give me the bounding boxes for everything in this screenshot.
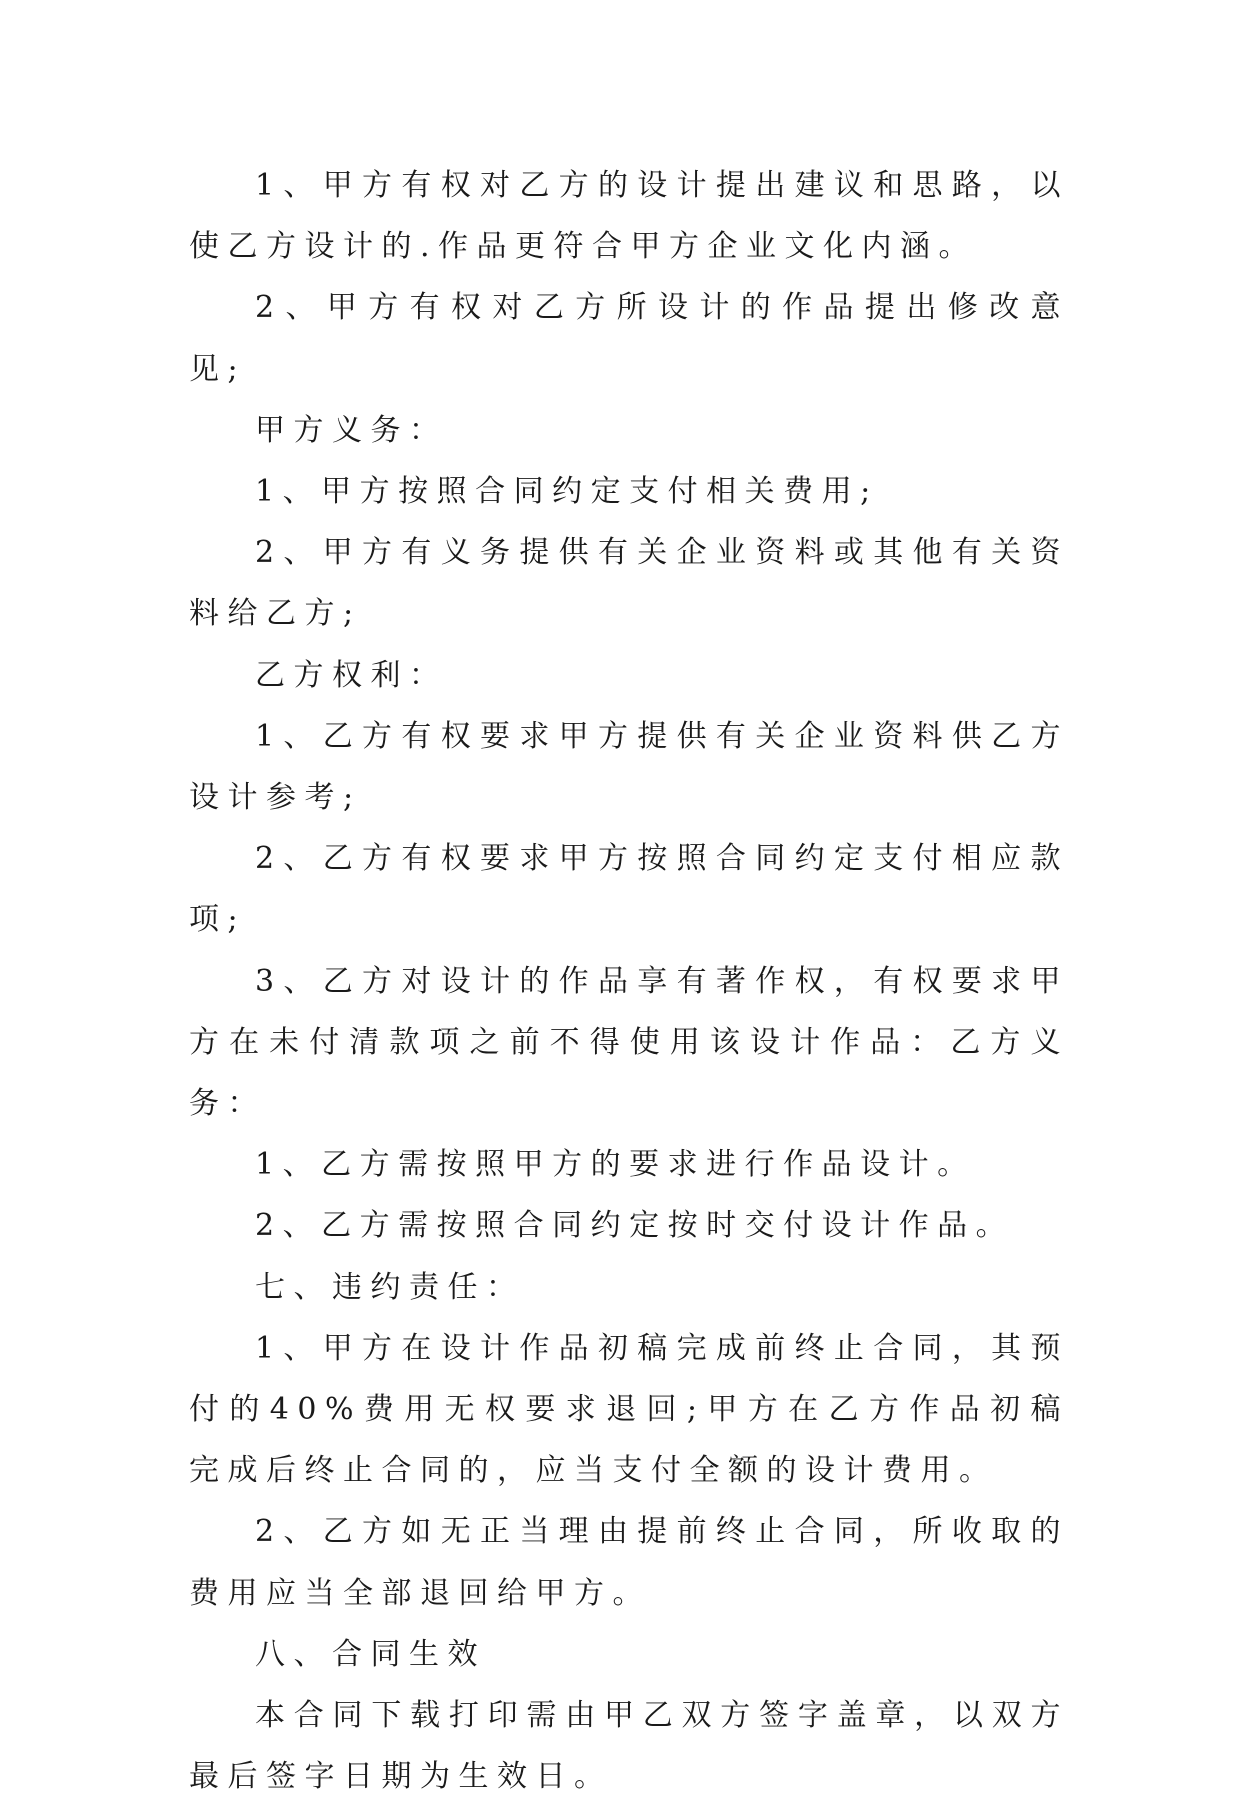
document-body: [189, 155, 1069, 1807]
paragraph-party-a-obligation-2: 2、甲方有义务提供有关企业资料或其他有关资料给乙方;: [189, 535, 1069, 632]
paragraph-breach-2: 2、乙方如无正当理由提前终止合同，所收取的费用应当全部退回给甲方。: [189, 1514, 1069, 1611]
paragraph-party-a-obligation-1: 1、甲方按照合同约定支付相关费用;: [255, 474, 879, 510]
paragraph-party-b-right-2: 2、乙方有权要求甲方按照合同约定支付相应款项;: [189, 841, 1069, 938]
heading-breach-liability: 七、违约责任：: [255, 1269, 525, 1305]
paragraph-breach-1: 1、甲方在设计作品初稿完成前终止合同，其预付的40%费用无权要求退回;甲方在乙方作品初稿完成后终止合同的，应当支付全额的设计费用。: [189, 1330, 1069, 1489]
paragraph-party-a-right-2: 2、甲方有权对乙方所设计的作品提出修改意见;: [189, 290, 1069, 387]
heading-party-a-obligations: 甲方义务：: [255, 412, 448, 448]
paragraph-contract-effect: 本合同下载打印需由甲乙双方签字盖章，以双方最后签字日期为生效日。: [189, 1698, 1069, 1795]
paragraph-party-b-right-1: 1、乙方有权要求甲方提供有关企业资料供乙方设计参考;: [189, 718, 1069, 816]
paragraph-party-b-obligation-1: 1、乙方需按照甲方的要求进行作品设计。: [255, 1147, 976, 1183]
paragraph-party-a-right-1: 1、甲方有权对乙方的设计提出建议和思路，以使乙方设计的.作品更符合甲方企业文化内涵。: [189, 168, 1069, 265]
heading-party-b-rights: 乙方权利：: [255, 657, 448, 693]
heading-contract-effect: 八、合同生效: [255, 1636, 486, 1672]
paragraph-party-b-obligation-2: 2、乙方需按照合同约定按时交付设计作品。: [255, 1208, 1015, 1244]
paragraph-party-b-right-3: 3、乙方对设计的作品享有著作权，有权要求甲方在未付清款项之前不得使用该设计作品：乙方义务：: [189, 963, 1069, 1122]
